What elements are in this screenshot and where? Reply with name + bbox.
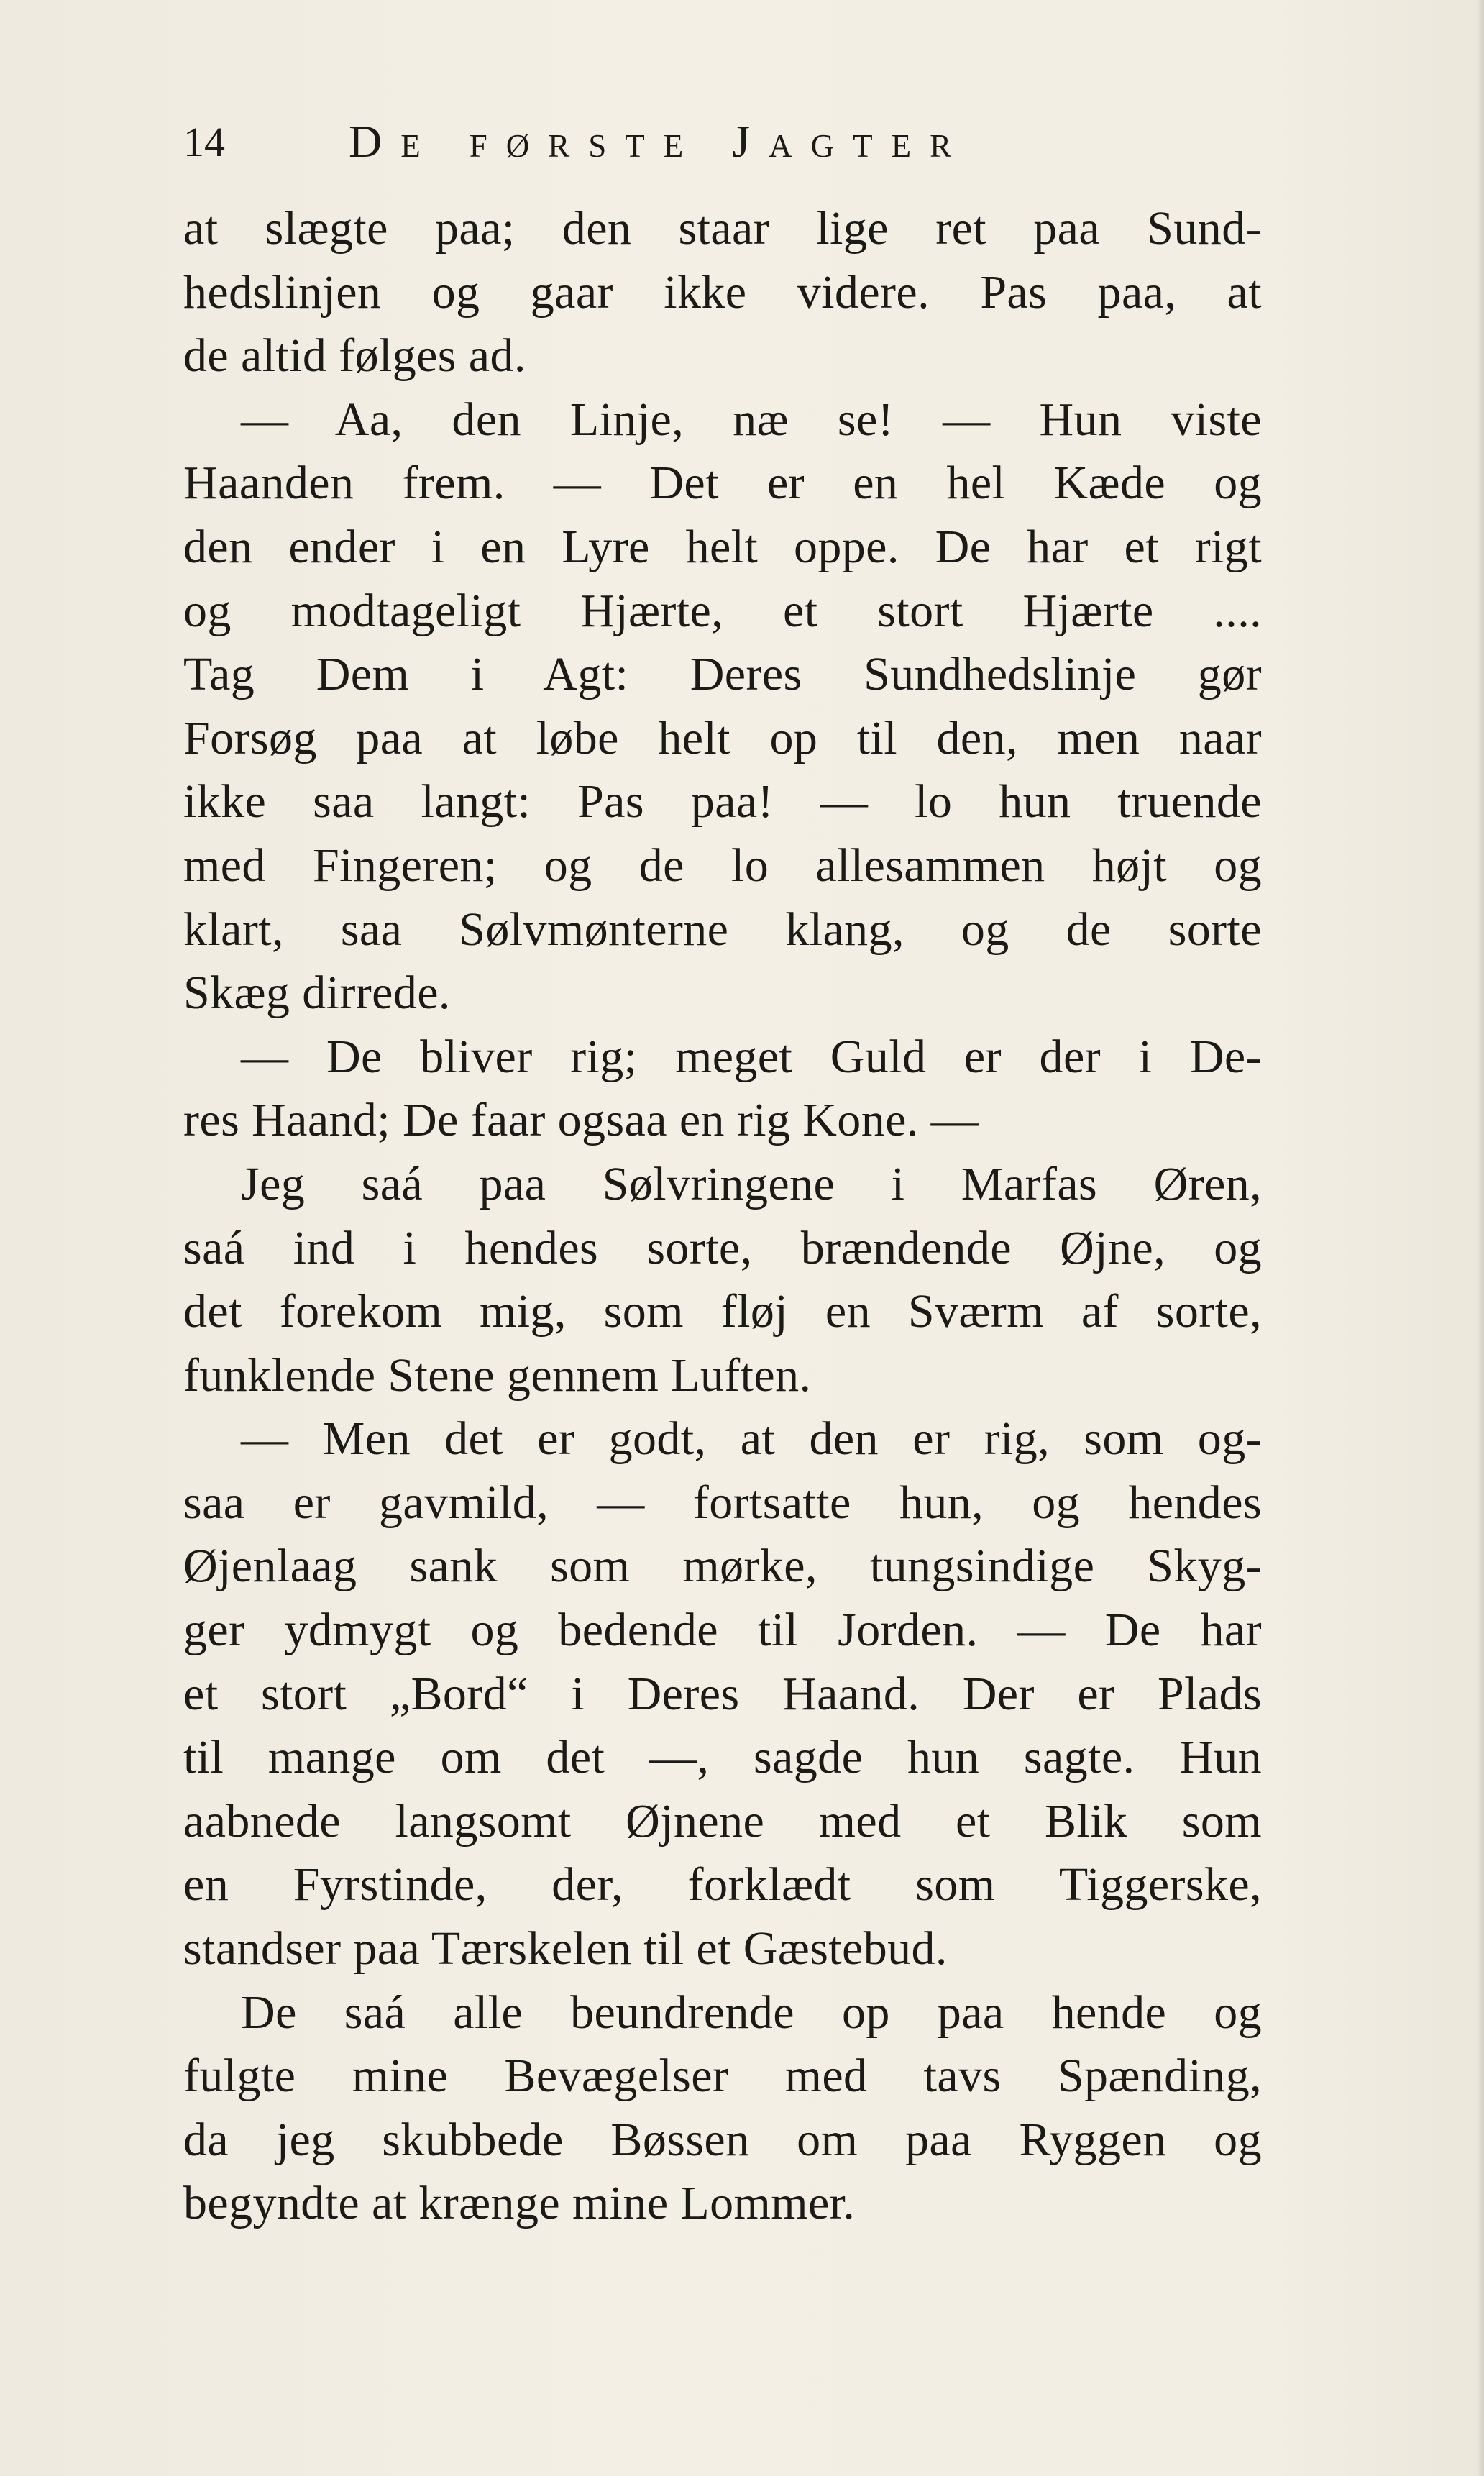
text-line: standser paa Tærskelen til et Gæstebud. xyxy=(183,1922,948,1975)
text-line: Haanden frem. — Det er en hel Kæde og xyxy=(183,457,1262,510)
text-line: og modtageligt Hjærte, et stort Hjærte .... xyxy=(183,584,1262,637)
text-line: — De bliver rig; meget Guld er der i De- xyxy=(241,1030,1262,1083)
text-line: begyndte at krænge mine Lommer. xyxy=(183,2177,856,2230)
text-line: da jeg skubbede Bøssen om paa Ryggen og xyxy=(183,2113,1262,2166)
text-line: en Fyrstinde, der, forklædt som Tiggerske, xyxy=(183,1858,1262,1911)
text-line: — Men det er godt, at den er rig, som og- xyxy=(241,1412,1262,1466)
text-line: aabnede langsomt Øjnene med et Blik som xyxy=(183,1794,1262,1847)
page-number: 14 xyxy=(183,119,225,165)
text-line: Skæg dirrede. xyxy=(183,967,451,1020)
text-line: De saá alle beundrende op paa hende og xyxy=(241,1986,1262,2039)
text-line: til mange om det —, sagde hun sagte. Hun xyxy=(183,1731,1262,1784)
text-line: den ender i en Lyre helt oppe. De har et rigt xyxy=(183,520,1262,573)
text-line: de altid følges ad. xyxy=(183,329,526,383)
text-line: res Haand; De faar ogsaa en rig Kone. — xyxy=(183,1094,979,1147)
running-head xyxy=(183,108,1276,173)
text-line: Tag Dem i Agt: Deres Sundhedslinje gør xyxy=(183,648,1262,701)
text-line: ger ydmygt og bedende til Jorden. — De har xyxy=(183,1604,1262,1657)
text-line: Øjenlaag sank som mørke, tungsindige Skyg- xyxy=(183,1540,1262,1593)
running-head-title: De første Jagter xyxy=(349,116,971,167)
text-line: det forekom mig, som fløj en Sværm af sorte, xyxy=(183,1285,1262,1338)
text-line: et stort „Bord“ i Deres Haand. Der er Plads xyxy=(183,1667,1262,1720)
text-line: funklende Stene gennem Luften. xyxy=(183,1348,812,1402)
text-line: — Aa, den Linje, næ se! — Hun viste xyxy=(241,393,1262,446)
text-line: fulgte mine Bevægelser med tavs Spænding, xyxy=(183,2050,1262,2103)
text-line: Forsøg paa at løbe helt op til den, men naar xyxy=(183,711,1262,764)
text-line: at slægte paa; den staar lige ret paa Sund- xyxy=(183,202,1262,255)
body-text xyxy=(183,197,1262,2236)
text-line: hedslinjen og gaar ikke videre. Pas paa, at xyxy=(183,265,1262,319)
text-line: saá ind i hendes sorte, brændende Øjne, og xyxy=(183,1221,1262,1274)
text-line: saa er gavmild, — fortsatte hun, og hendes xyxy=(183,1476,1262,1529)
text-line: ikke saa langt: Pas paa! — lo hun truende xyxy=(183,775,1262,828)
page-edge-shadow xyxy=(1477,0,1484,2476)
text-line: klart, saa Sølvmønterne klang, og de sorte xyxy=(183,903,1262,956)
text-line: Jeg saá paa Sølvringene i Marfas Øren, xyxy=(241,1157,1262,1210)
text-line: med Fingeren; og de lo allesammen højt og xyxy=(183,839,1262,892)
